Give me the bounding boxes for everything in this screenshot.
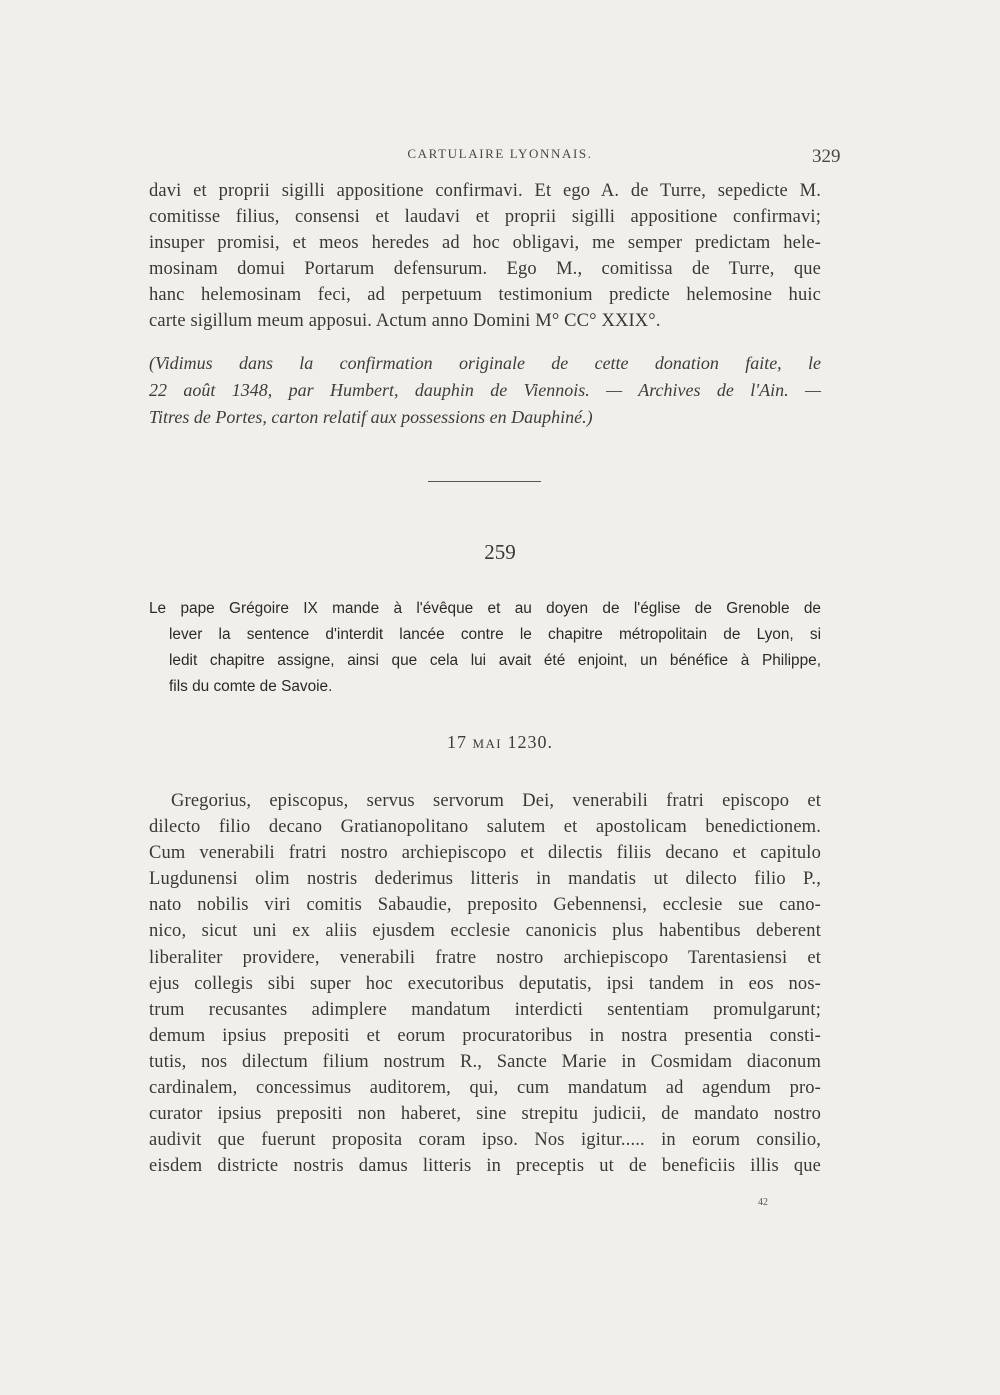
text-line: hanc helemosinam feci, ad perpetuum testimonium predicte helemosine huic [149, 285, 821, 306]
text-line: insuper promisi, et meos heredes ad hoc obligavi, me semper predictam hele- [149, 233, 821, 254]
summary-line: Le pape Grégoire IX mande à l'évêque et au doyen de l'église de Grenoble de [149, 600, 821, 617]
citation-line: (Vidimus dans la confirmation originale de cette donation faite, le [149, 353, 821, 373]
text-line: cardinalem, concessimus auditorem, qui, cum mandatum ad agendum pro- [149, 1078, 821, 1099]
charter-summary [149, 596, 821, 700]
text-line: Gregorius, episcopus, servus servorum Dei, venerabili fratri episcopo et [171, 791, 821, 811]
previous-charter-text [149, 178, 821, 335]
citation-line: Titres de Portes, carton relatif aux possessions en Dauphiné.) [149, 407, 593, 427]
signature-mark: 42 [758, 1197, 768, 1208]
text-line: trum recusantes adimplere mandatum interdicti sententiam promulgarunt; [149, 999, 821, 1020]
text-line: curator ipsius prepositi non haberet, sine strepitu judicii, de mandato nostro [149, 1104, 821, 1125]
charter-date [0, 732, 1000, 753]
text-line: carte sigillum meum apposui. Actum anno Domini M° CC° XXIX°. [149, 311, 661, 332]
text-line: audivit que fuerunt proposita coram ipso. Nos igitur..... in eorum consilio, [149, 1130, 821, 1151]
summary-line: ledit chapitre assigne, ainsi que cela lui avait été enjoint, un bénéfice à Philippe, [169, 652, 821, 669]
running-head: CARTULAIRE LYONNAIS. [407, 146, 593, 161]
text-line: nato nobilis viri comitis Sabaudie, preposito Gebennensi, ecclesie sue cano- [149, 895, 821, 916]
text-line: eisdem districte nostris damus litteris in preceptis ut de beneficiis illis que [149, 1156, 821, 1177]
page-number: 329 [812, 146, 841, 167]
section-divider [428, 481, 541, 482]
citation-line: 22 août 1348, par Humbert, dauphin de Viennois. — Archives de l'Ain. — [149, 380, 821, 400]
date-year: 1230. [507, 732, 553, 752]
text-line: Cum venerabili fratri nostro archiepiscopo et dilectis filiis decano et capitulo [149, 843, 821, 864]
text-line: liberaliter providere, venerabili fratre nostro archiepiscopo Tarentasiensi et [149, 947, 821, 968]
text-line: tutis, nos dilectum filium nostrum R., Sancte Marie in Cosmidam diaconum [149, 1051, 821, 1072]
text-line: nico, sicut uni ex aliis ejusdem ecclesie canonicis plus habentibus deberent [149, 921, 821, 942]
charter-number: 259 [484, 540, 516, 564]
date-month: MAI [472, 736, 502, 751]
text-line: ejus collegis sibi super hoc executoribus deputatis, ipsi tandem in eos nos- [149, 973, 821, 994]
summary-line: lever la sentence d'interdit lancée contre le chapitre métropolitain de Lyon, si [169, 626, 821, 643]
text-line: Lugdunensi olim nostris dederimus litteris in mandatis ut dilecto filio P., [149, 869, 821, 890]
text-line: comitisse filius, consensi et laudavi et proprii sigilli appositione confirmavi; [149, 207, 821, 228]
charter-body-text [149, 788, 821, 1179]
source-citation [149, 350, 821, 431]
text-line: demum ipsius prepositi et eorum procuratoribus in nostra presentia consti- [149, 1025, 821, 1046]
text-line: davi et proprii sigilli appositione confirmavi. Et ego A. de Turre, sepedicte M. [149, 181, 821, 201]
text-line: dilecto filio decano Gratianopolitano salutem et apostolicam benedictionem. [149, 817, 821, 838]
summary-line: fils du comte de Savoie. [169, 678, 333, 695]
text-line: mosinam domui Portarum defensurum. Ego M., comitissa de Turre, que [149, 259, 821, 280]
date-day: 17 [447, 732, 467, 752]
